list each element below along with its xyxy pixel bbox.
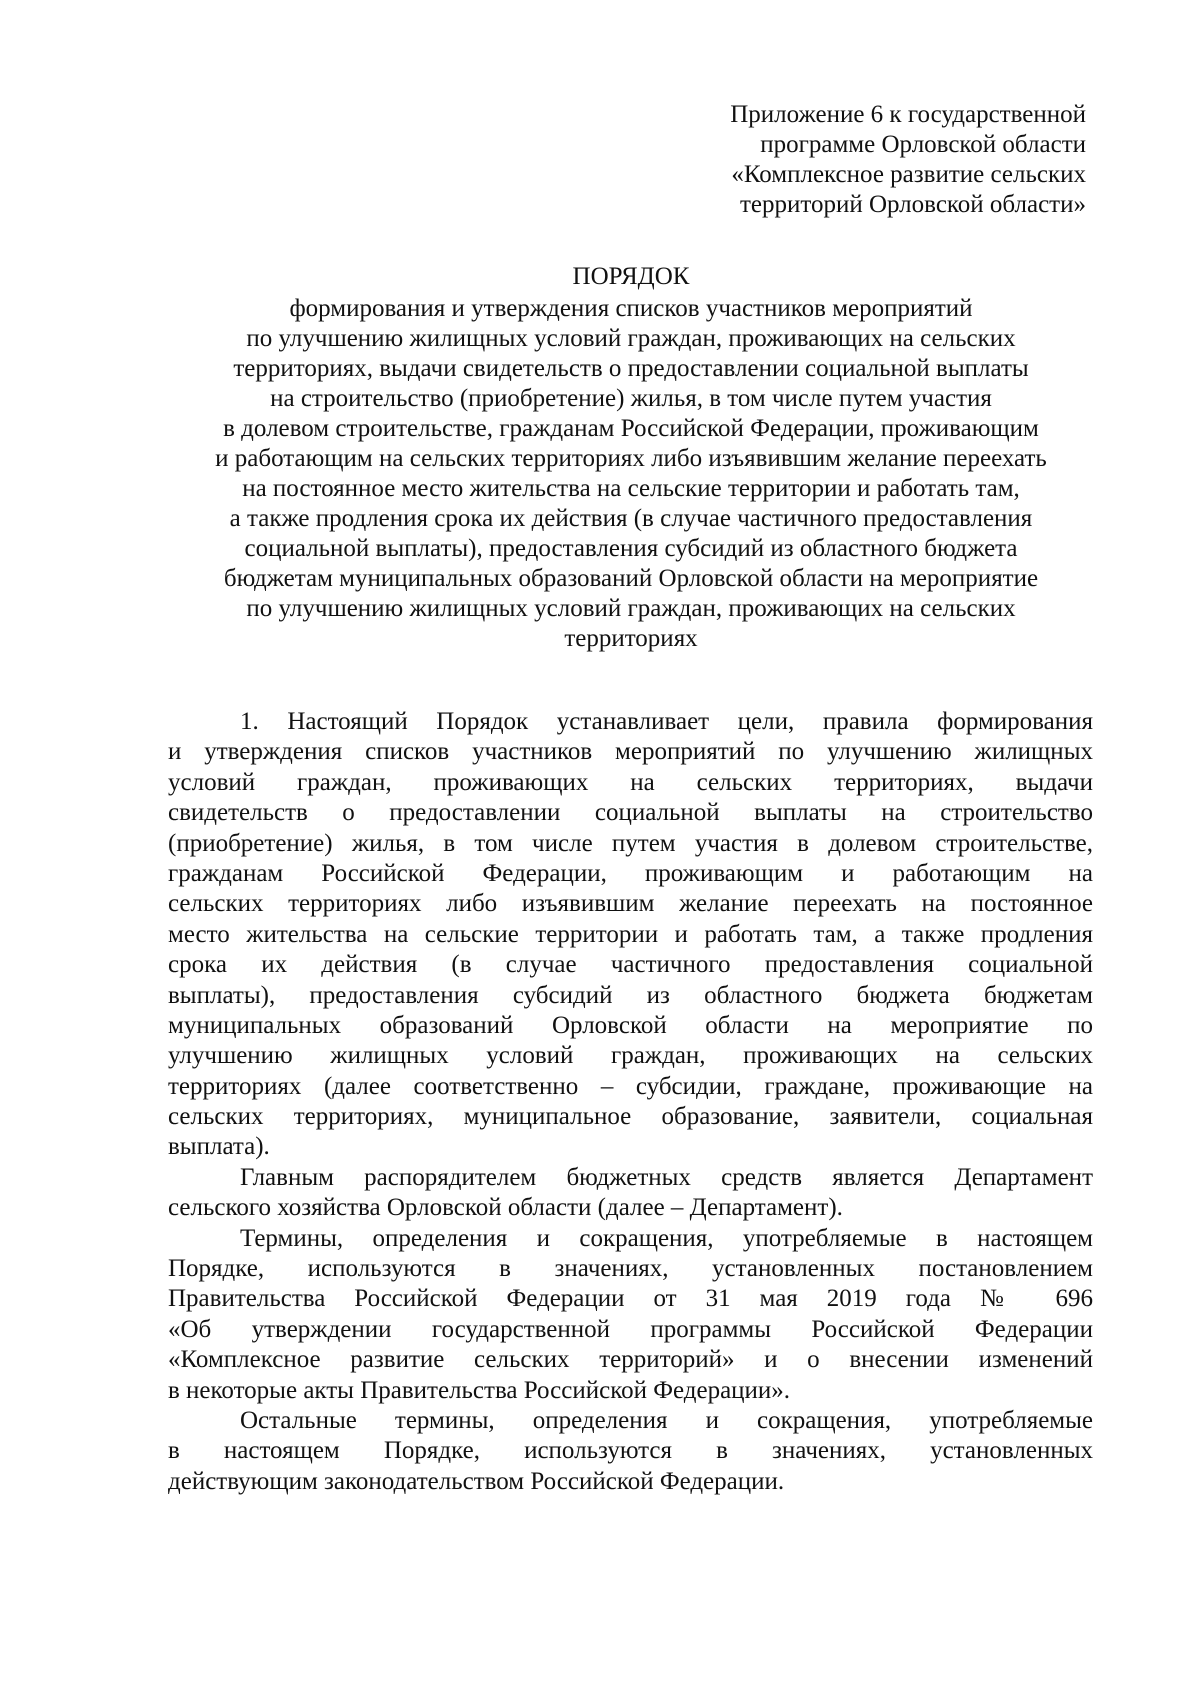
subtitle-line: а также продления срока их действия (в случае частичного предоставления xyxy=(229,505,1033,532)
paragraph-line: гражданам Российской Федерации, проживающим и работающим на xyxy=(168,859,1093,887)
paragraph-line: срока их действия (в случае частичного предоставления социальной xyxy=(168,951,1093,979)
paragraph-line: муниципальных образований Орловской области на мероприятие по xyxy=(168,1011,1093,1039)
paragraph-4 xyxy=(168,1406,1093,1497)
paragraph-line: «Об утверждении государственной программы Российской Федерации xyxy=(168,1315,1093,1343)
subtitle-line: по улучшению жилищных условий граждан, проживающих на сельских xyxy=(246,595,1016,622)
subtitle-line: в долевом строительстве, гражданам Российской Федерации, проживающим xyxy=(223,415,1039,442)
document-title: ПОРЯДОК xyxy=(572,263,690,290)
document-subtitle xyxy=(166,294,1096,654)
paragraph-line: Правительства Российской Федерации от 31 мая 2019 года № 696 xyxy=(168,1285,1093,1313)
paragraph-line: место жительства на сельские территории и работать там, а также продления xyxy=(168,920,1093,948)
annex-header xyxy=(656,100,1086,220)
subtitle-line: бюджетам муниципальных образований Орловской области на мероприятие xyxy=(223,565,1039,592)
subtitle-line: социальной выплаты), предоставления субсидий из областного бюджета xyxy=(244,535,1018,562)
paragraph-line: и утверждения списков участников мероприятий по улучшению жилищных xyxy=(168,738,1093,766)
paragraph-line: в настоящем Порядке, используются в значениях, установленных xyxy=(168,1437,1093,1465)
subtitle-line: по улучшению жилищных условий граждан, проживающих на сельских xyxy=(246,325,1016,352)
paragraph-line: условий граждан, проживающих на сельских территориях, выдачи xyxy=(168,768,1093,796)
paragraph-line: улучшению жилищных условий граждан, проживающих на сельских xyxy=(168,1042,1093,1070)
paragraph-line: Порядке, используются в значениях, установленных постановлением xyxy=(168,1255,1093,1283)
paragraph-line: Остальные термины, определения и сокращения, употребляемые xyxy=(240,1406,1093,1434)
subtitle-line: территориях xyxy=(564,625,698,652)
subtitle-line: территориях, выдачи свидетельств о предоставлении социальной выплаты xyxy=(233,355,1029,382)
subtitle-line: формирования и утверждения списков участников мероприятий xyxy=(289,295,973,322)
annex-line: Приложение 6 к государственной xyxy=(730,101,1086,128)
paragraph-line: сельского хозяйства Орловской области (далее – Департамент). xyxy=(168,1194,843,1222)
paragraph-line: в некоторые акты Правительства Российской Федерации». xyxy=(168,1376,791,1404)
annex-line: территорий Орловской области» xyxy=(739,191,1086,218)
paragraph-line: сельских территориях либо изъявившим желание переехать на постоянное xyxy=(168,890,1093,918)
paragraph-line: действующим законодательством Российской Федерации. xyxy=(168,1467,785,1495)
subtitle-line: на строительство (приобретение) жилья, в том числе путем участия xyxy=(270,385,992,412)
paragraph-line: выплата). xyxy=(168,1133,270,1161)
paragraph-line: выплаты), предоставления субсидий из областного бюджета бюджетам xyxy=(168,981,1093,1009)
paragraph-2 xyxy=(168,1163,1093,1224)
paragraph-line: 1. Настоящий Порядок устанавливает цели, правила формирования xyxy=(240,708,1093,735)
paragraph-line: Главным распорядителем бюджетных средств является Департамент xyxy=(240,1163,1093,1191)
annex-line: «Комплексное развитие сельских xyxy=(731,161,1086,188)
annex-line: программе Орловской области xyxy=(760,131,1086,158)
paragraph-line: «Комплексное развитие сельских территорий» и о внесении изменений xyxy=(168,1346,1093,1374)
paragraph-line: Термины, определения и сокращения, употребляемые в настоящем xyxy=(240,1224,1093,1252)
paragraph-line: сельских территориях, муниципальное образование, заявители, социальная xyxy=(168,1103,1093,1131)
paragraph-3 xyxy=(168,1224,1093,1406)
paragraph-1 xyxy=(168,707,1093,1163)
subtitle-line: на постоянное место жительства на сельские территории и работать там, xyxy=(242,475,1020,502)
paragraph-line: территориях (далее соответственно – субсидии, граждане, проживающие на xyxy=(168,1072,1093,1100)
paragraph-line: свидетельств о предоставлении социальной выплаты на строительство xyxy=(168,799,1093,827)
paragraph-line: (приобретение) жилья, в том числе путем участия в долевом строительстве, xyxy=(168,829,1093,857)
subtitle-line: и работающим на сельских территориях либо изъявившим желание переехать xyxy=(215,445,1047,472)
document-body xyxy=(168,707,1093,1497)
